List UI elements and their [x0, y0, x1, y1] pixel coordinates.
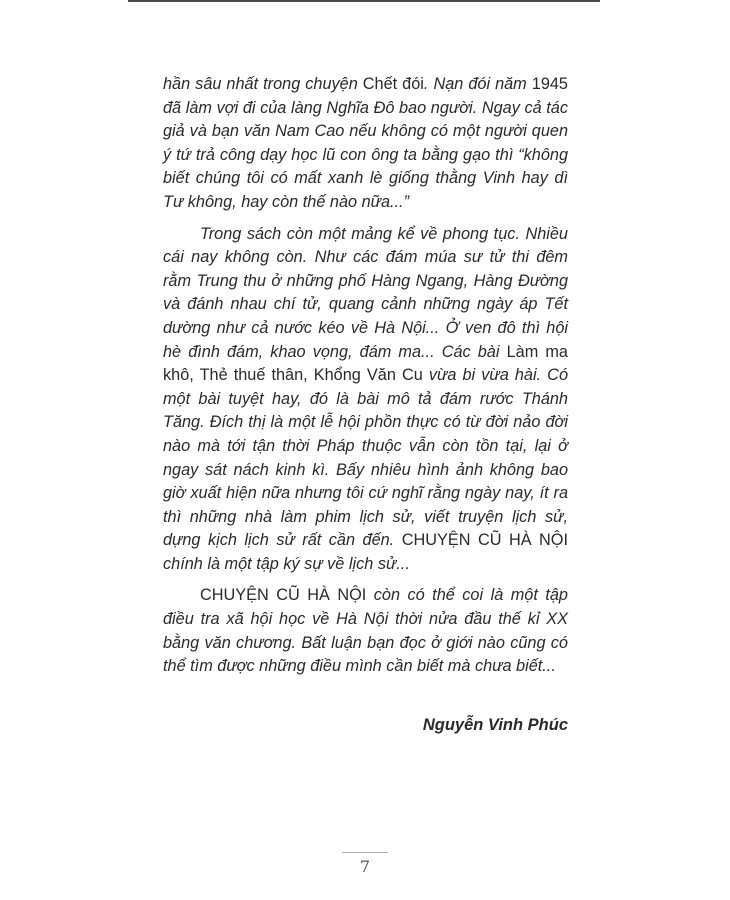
paragraph-3: [163, 584, 568, 678]
book-title-reference: CHUYỆN CŨ HÀ NỘI: [401, 531, 568, 550]
year-reference: 1945: [531, 75, 568, 93]
text-run: Trong sách còn một mảng kể về phong tục. Nhiều cái nay không còn. Như các đám múa sư tử thi đêm rằm Trung thu ở những phố Hàng Ngang, Hàng Đường và đánh nhau chí tử, quang cảnh những ngày áp Tết dường như cả nước kéo về Hà Nội... Ở ven đô thì hội hè đình đám, khao vọng, đám ma... Các bài: [163, 224, 568, 361]
top-rule: [128, 0, 600, 2]
text-run: đã làm vợi đi của làng Nghĩa Đô bao người. Ngay cả tác giả và bạn văn Nam Cao nếu không có một người quen ý tứ trả công dạy học lũ con ông ta bằng gạo thì “không biết chúng tôi có mất xanh lè giống thằng Vinh hay dì Tư không, hay còn thế nào nữa...”: [163, 98, 568, 211]
paragraph-2: [163, 223, 568, 577]
text-run: hần sâu nhất trong chuyện: [163, 75, 363, 93]
title-reference: Chết đói: [362, 75, 424, 93]
text-run: vừa bi vừa hài. Có một bài tuyệt hay, đó là bài mô tả đám rước Thánh Tăng. Đích thị là một lễ hội phồn thực có từ đời nảo đời nào mà tới tận thời Pháp thuộc vẫn còn tồn tại, lại ở ngay sát nách kinh kì. Bấy nhiêu hình ảnh không bao giờ xuất hiện nữa nhưng tôi cứ nghĩ rằng ngày nay, ít ra thì những nhà làm phim lịch sử, viết truyện lịch sử, dựng kịch lịch sử rất cần đến.: [163, 366, 568, 550]
author-signature: Nguyễn Vinh Phúc: [422, 716, 568, 734]
text-run: . Nạn đói năm: [423, 75, 532, 93]
title-reference: Làm ma khô, Thẻ thuế thân, Khổng Văn Cu: [163, 342, 568, 385]
text-run: chính là một tập ký sự về lịch sử...: [163, 554, 410, 573]
text-run: còn có thể coi là một tập điều tra xã hội học về Hà Nội thời nửa đầu thế kỉ XX bằng văn chương. Bất luận bạn đọc ở giới nào cũng có thể tìm được những điều mình cần biết mà chưa biết...: [163, 586, 568, 676]
body-text: [163, 73, 568, 687]
footer-rule: [342, 852, 388, 853]
book-title-reference: CHUYỆN CŨ HÀ NỘI: [200, 586, 367, 605]
page-number: 7: [359, 857, 371, 876]
paragraph-1: [163, 73, 568, 215]
